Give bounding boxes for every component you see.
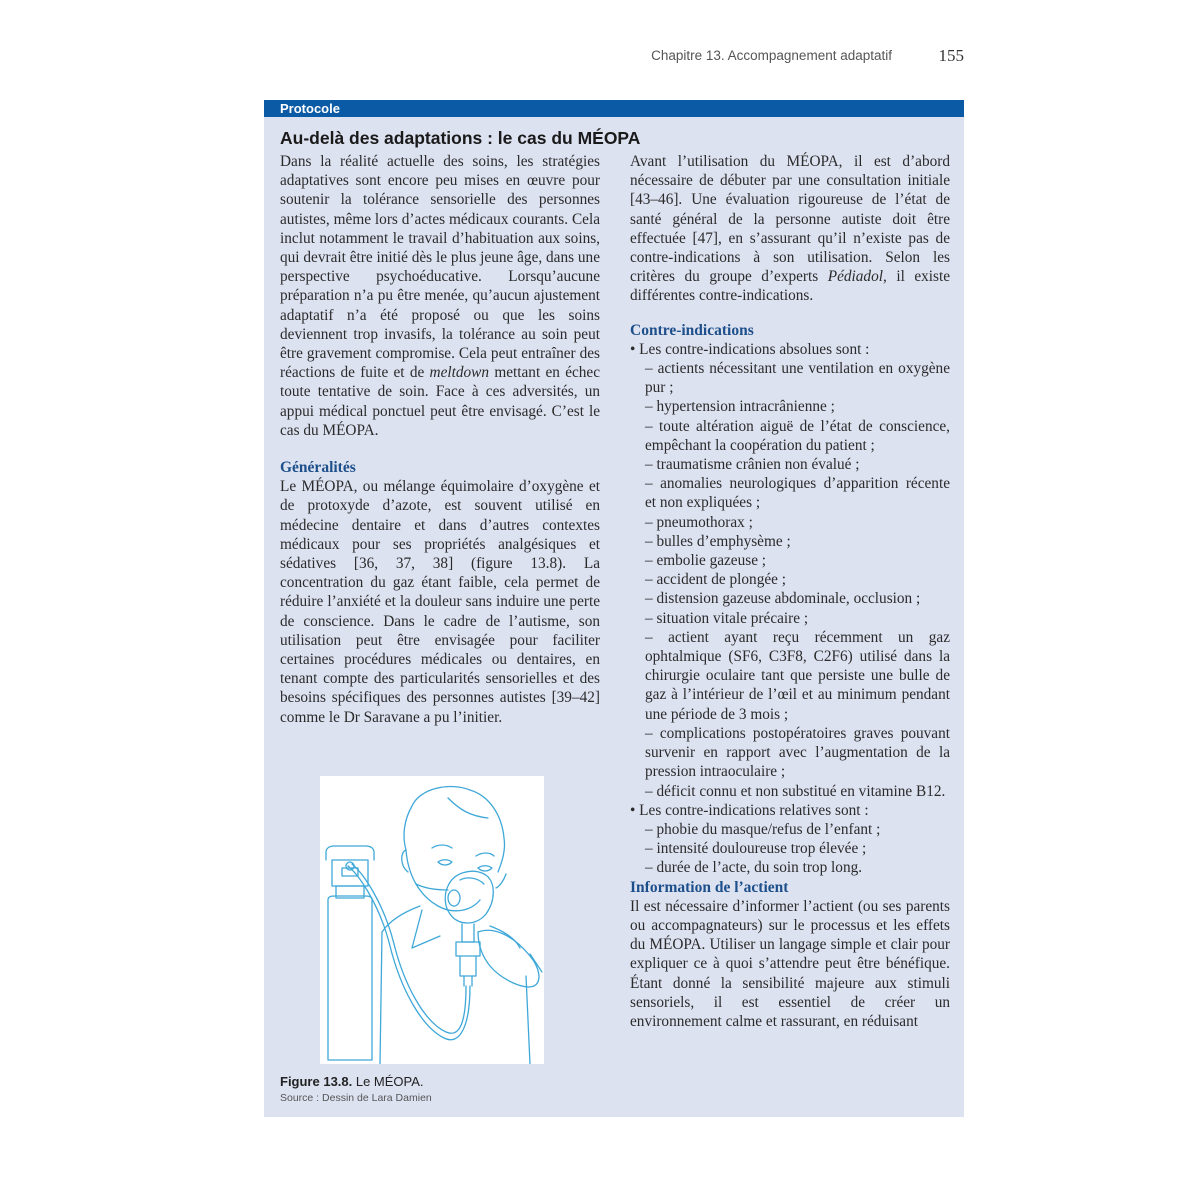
relative-list xyxy=(630,820,950,878)
heading-information: Information de l’actient xyxy=(630,878,789,896)
chapter-title: Chapitre 13. Accompagnement adaptatif xyxy=(651,48,892,63)
figure-caption-label: Figure 13.8. xyxy=(280,1074,353,1089)
figure-caption-text: Le MÉOPA. xyxy=(352,1074,424,1089)
meopa-drawing xyxy=(320,776,544,1064)
relative-intro: • Les contre-indications relatives sont : xyxy=(630,801,869,819)
box-title: Au-delà des adaptations : le cas du MÉOPA xyxy=(280,128,641,148)
intro-text-b: mettant en échec toute tentative de soin. Face à ces adversités, un appui médical ponctuel peut être envisagé. C’est le cas du MÉOPA. xyxy=(280,364,600,439)
list-item: – situation vitale précaire ; xyxy=(645,609,809,627)
list-item: – durée de l’acte, du soin trop long. xyxy=(645,859,863,877)
list-item: – anomalies neurologiques d’apparition récente et non expliquées ; xyxy=(645,475,950,512)
information-paragraph: Il est nécessaire d’informer l’actient (ou ses parents ou accompagnateurs) sur le processus et les effets du MÉOPA. Utiliser un langage simple et clair pour expliquer ce à quoi s’attendre peut être bénéfique. Étant donné la sensibilité majeure aux stimuli sensoriels, il est essentiel de créer un environnement calme et rassurant, en réduisant xyxy=(630,897,950,1030)
intro-paragraph xyxy=(280,152,600,440)
list-item: – accident de plongée ; xyxy=(645,571,787,589)
list-item: – actients nécessitant une ventilation en oxygène pur ; xyxy=(645,360,950,397)
heading-generalites: Généralités xyxy=(280,459,356,477)
list-item: – toute altération aiguë de l’état de conscience, empêchant la coopération du patient ; xyxy=(645,417,950,454)
figure-caption xyxy=(280,1074,424,1089)
list-item: – actient ayant reçu récemment un gaz ophtalmique (SF6, C3F8, C2F6) utilisé dans la chirurgie oculaire tant que persiste une bulle de gaz à l’intérieur de l’œil et au minimum pendant une période de 3 mois ; xyxy=(645,628,950,723)
list-item: – bulles d’emphysème ; xyxy=(645,532,791,550)
list-item: – complications postopératoires graves pouvant survenir en rapport avec l’augmentation de la pression intraoculaire ; xyxy=(645,724,950,781)
right-intro-text-a: Avant l’utilisation du MÉOPA, il est d’abord nécessaire de débuter par une consultation initiale [43–46]. Une évaluation rigoureuse de l’état de santé général de la personne autiste doit être effectuée [47], en s’assurant qu’il n’existe pas de contre-indications à son utilisation. Selon les critères du groupe d’experts xyxy=(630,153,950,286)
figure-source: Source : Dessin de Lara Damien xyxy=(280,1092,432,1104)
right-intro-emphasis: Pédiadol xyxy=(827,268,883,286)
left-column xyxy=(280,152,600,727)
protocol-bar xyxy=(264,100,964,117)
right-column xyxy=(630,152,950,1031)
list-item: – distension gazeuse abdominale, occlusion ; xyxy=(645,590,921,608)
generalites-paragraph: Le MÉOPA, ou mélange équimolaire d’oxygène et de protoxyde d’azote, est souvent utilisé en médecine dentaire et dans d’autres contextes médicaux pour ses propriétés analgésiques et sédatives [36, 37, 38] (figure 13.8). La concentration du gaz étant faible, cela permet de réduire l’anxiété et la douleur sans induire une perte de conscience. Dans le cadre de l’autisme, son utilisation peut être envisagée pour faciliter certaines procédures médicales ou dentaires, en tenant compte des particularités sensorielles et des besoins spécifiques des personnes autistes [39–42] comme le Dr Saravane a pu l’initier. xyxy=(280,478,600,726)
protocol-label: Protocole xyxy=(280,101,340,116)
list-item: – déficit connu et non substitué en vitamine B12. xyxy=(645,782,946,800)
list-item: – traumatisme crânien non évalué ; xyxy=(645,456,860,474)
running-head xyxy=(600,46,964,68)
absolute-intro: • Les contre-indications absolues sont : xyxy=(630,340,870,358)
heading-contre-indications: Contre-indications xyxy=(630,321,754,339)
page-number: 155 xyxy=(938,46,964,65)
list-item: – intensité douloureuse trop élevée ; xyxy=(645,840,867,858)
protocol-box xyxy=(264,100,964,1117)
right-intro-paragraph xyxy=(630,152,950,306)
list-item: – embolie gazeuse ; xyxy=(645,552,767,570)
right-intro-text-b: , il existe différentes contre-indications. xyxy=(630,268,951,305)
list-item: – hypertension intracrânienne ; xyxy=(645,398,835,416)
intro-text-a: Dans la réalité actuelle des soins, les stratégies adaptatives sont encore peu mises en œuvre pour soutenir la tolérance sensorielle des personnes autistes, même lors d’actes médicaux courants. Cela inclut notamment le travail d’habituation aux soins, qui devrait être initié dès le plus jeune âge, dans une perspective psychoéducative. Lorsqu’aucune préparation n’a pu être menée, qu’aucun ajustement adaptatif n’a été proposé ou que les soins deviennent trop invasifs, la tolérance au soin peut être gravement compromise. Cela peut entraîner des réactions de fuite et de xyxy=(280,153,600,382)
intro-emphasis: meltdown xyxy=(429,364,490,382)
list-item: – pneumothorax ; xyxy=(645,513,753,531)
figure-illustration xyxy=(320,776,544,1064)
list-item: – phobie du masque/refus de l’enfant ; xyxy=(645,820,881,838)
absolute-list xyxy=(630,359,950,801)
